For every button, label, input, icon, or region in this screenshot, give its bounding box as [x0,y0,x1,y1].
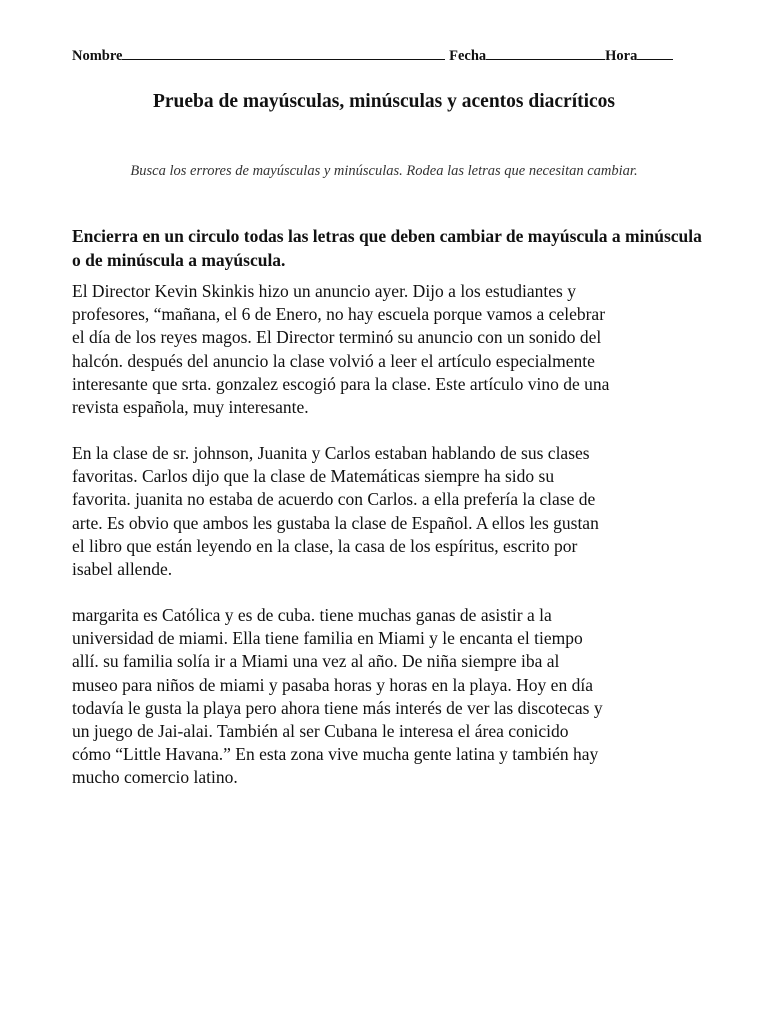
paragraph-line: cómo “Little Havana.” En esta zona vive mucha gente latina y también hay [72,744,599,765]
page-title: Prueba de mayúsculas, minúsculas y acentos diacríticos [152,91,616,112]
paragraph-line: un juego de Jai-alai. También al ser Cubana le interesa el área conicido [72,721,569,742]
paragraph-3 [72,604,702,790]
paragraph-line: el libro que están leyendo en la clase, la casa de los espíritus, escrito por [72,535,578,556]
nombre-blank[interactable] [122,46,445,60]
student-info-header [72,46,696,65]
hora-label: Hora [605,48,638,64]
paragraph-line: favoritas. Carlos dijo que la clase de Matemáticas siempre ha sido su [72,466,555,487]
paragraph-line: todavía le gusta la playa pero ahora tiene más interés de ver las discotecas y [72,697,603,718]
paragraph-line: En la clase de sr. johnson, Juanita y Carlos estaban hablando de sus clases [72,443,590,463]
paragraph-line: allí. su familia solía ir a Miami una vez al año. De niña siempre iba al [72,651,560,672]
paragraph-line: profesores, “mañana, el 6 de Enero, no hay escuela porque vamos a celebrar [72,304,606,325]
paragraph-line: revista española, muy interesante. [72,397,309,418]
paragraph-2 [72,442,702,581]
paragraph-line: museo para niños de miami y pasaba horas y horas en la playa. Hoy en día [72,674,593,695]
fecha-blank[interactable] [486,46,605,60]
subtitle: Busca los errores de mayúsculas y minúsculas. Rodea las letras que necesitan cambiar. [130,163,638,179]
paragraph-line: arte. Es obvio que ambos les gustaba la clase de Español. A ellos les gustan [72,512,599,533]
paragraph-line: interesante que srta. gonzalez escogió para la clase. Este artículo vino de una [72,373,610,394]
hora-blank[interactable] [637,46,673,60]
paragraph-line: isabel allende. [72,559,173,580]
paragraph-line: halcón. después del anuncio la clase volvió a leer el artículo especialmente [72,350,595,371]
paragraph-line: margarita es Católica y es de cuba. tiene muchas ganas de asistir a la [72,605,552,625]
instructions: Encierra en un circulo todas las letras que deben cambiar de mayúscula a minúscula o de minúscula a mayúscula. [72,226,702,270]
paragraph-line: mucho comercio latino. [72,767,238,788]
fecha-label: Fecha [449,48,487,64]
paragraph-line: favorita. juanita no estaba de acuerdo con Carlos. a ella prefería la clase de [72,489,596,510]
paragraph-1 [72,280,702,419]
paragraph-line: El Director Kevin Skinkis hizo un anuncio ayer. Dijo a los estudiantes y [72,281,576,301]
paragraph-line: universidad de miami. Ella tiene familia en Miami y le encanta el tiempo [72,628,583,649]
nombre-label: Nombre [72,48,123,64]
paragraph-line: el día de los reyes magos. El Director terminó su anuncio con un sonido del [72,327,602,348]
